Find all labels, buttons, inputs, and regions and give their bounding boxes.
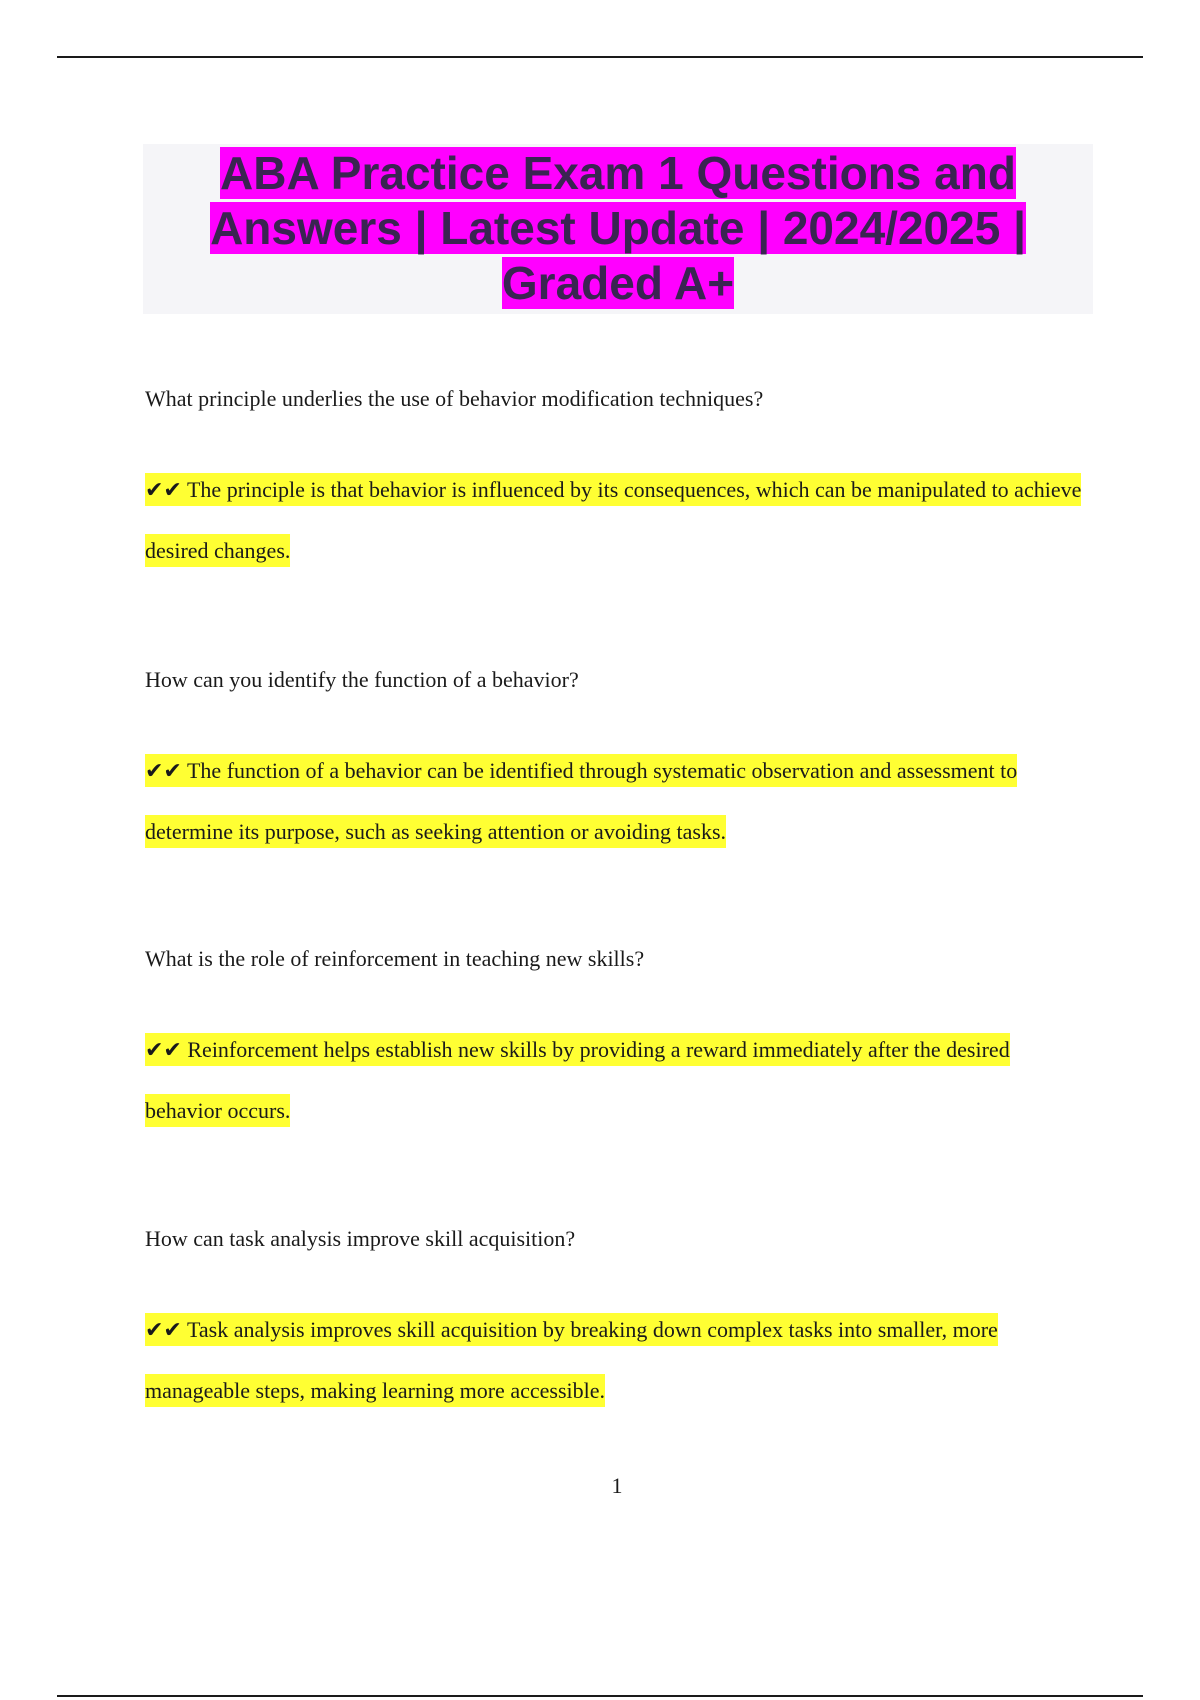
answer-text (145, 460, 1085, 581)
page-number: 1 (611, 1473, 623, 1498)
answer-body: Reinforcement helps establish new skills by providing a reward immediately after the desired behavior occurs. (145, 1037, 1010, 1123)
answer-text (145, 1300, 1085, 1421)
answer-text (145, 1020, 1085, 1141)
answer-text (145, 741, 1085, 862)
title-box (143, 144, 1093, 314)
qa-item (145, 945, 1085, 1141)
answer-body: Task analysis improves skill acquisition by breaking down complex tasks into smaller, more manageable steps, making learning more accessible. (145, 1317, 998, 1403)
title-highlight: ABA Practice Exam 1 Questions and Answers | Latest Update | 2024/2025 | Graded A+ (210, 147, 1026, 309)
top-rule (57, 56, 1143, 58)
qa-item (145, 385, 1085, 581)
double-check-icon: ✔✔ (145, 1318, 182, 1343)
double-check-icon: ✔✔ (145, 478, 182, 503)
bottom-rule (57, 1695, 1143, 1697)
question-text: What is the role of reinforcement in teaching new skills? (145, 946, 645, 971)
question-text: What principle underlies the use of behavior modification techniques? (145, 386, 764, 411)
qa-item (145, 1225, 1085, 1421)
question-text: How can task analysis improve skill acquisition? (145, 1226, 576, 1251)
question-text: How can you identify the function of a behavior? (145, 667, 579, 692)
answer-body: The principle is that behavior is influenced by its consequences, which can be manipulated to achieve desired changes. (145, 477, 1082, 563)
double-check-icon: ✔✔ (145, 1038, 182, 1063)
qa-item (145, 666, 1085, 862)
document-title (143, 144, 1093, 311)
answer-body: The function of a behavior can be identified through systematic observation and assessment to determine its purpose, such as seeking attention or avoiding tasks. (145, 758, 1018, 844)
double-check-icon: ✔✔ (145, 759, 182, 784)
